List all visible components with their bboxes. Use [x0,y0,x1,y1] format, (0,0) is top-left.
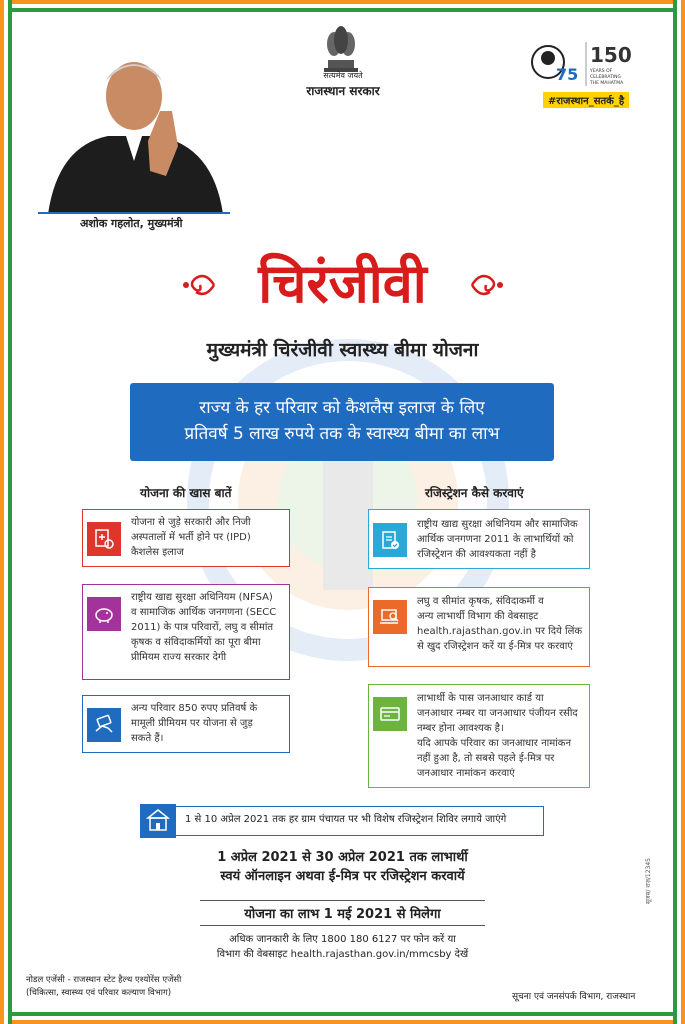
card-text-line: प्रीमियम राज्य सरकार देगी [131,652,227,663]
id-card-icon [373,697,407,731]
features-heading: योजना की खास बातें [140,486,232,500]
card-text-line: रजिस्ट्रेशन की आवश्यकता नहीं है [417,549,536,560]
benefit-start-date: योजना का लाभ 1 मई 2021 से मिलेगा [200,900,485,926]
info-line-1: अधिक जानकारी के लिए 1800 180 6127 पर फोन करें या [229,934,456,945]
building-icon [140,804,176,838]
camp-notice: 1 से 10 अप्रेल 2021 तक हर ग्राम पंचायत पर भी विशेष रजिस्ट्रेशन शिविर लगाये जाएंगे [142,806,544,836]
registration-dates [160,848,525,886]
scheme-subtitle: मुख्यमंत्री चिरंजीवी स्वास्थ्य बीमा योजना [206,339,479,361]
gandhi-150-logo [528,38,646,90]
card-text-line: जनआधार नम्बर या जनआधार पंजीयन रसीद [417,708,578,719]
card-text-line: कृषक व संविदाकर्मियों का पूरा बीमा [131,637,261,648]
card-text-line: मामूली प्रीमियम पर योजना से जुड़ [131,718,253,729]
benefit-banner [130,383,554,461]
card-text-line: health.rajasthan.gov.in पर दिये लिंक [417,626,583,637]
emblem-motto: सत्यमेव जयते [323,71,363,80]
hospital-bed-icon [87,522,121,556]
card-text-line: से खुद रजिस्ट्रेशन करें या ई-मित्र पर करवाएं [417,641,573,652]
feature-card-other-families [82,695,290,753]
side-code: सूजस/ राज़/12345 [645,858,652,905]
chief-minister-photo [38,36,230,214]
department-credit: सूचना एवं जनसंपर्क विभाग, राजस्थान [512,992,636,1002]
svg-text:75: 75 [556,65,579,84]
registration-card-online [368,587,590,667]
laptop-search-icon [373,600,407,634]
dates-line-1: 1 अप्रेल 2021 से 30 अप्रेल 2021 तक लाभार्थी [217,850,468,865]
nodal-line-2: (चिकित्सा, स्वास्थ्य एवं परिवार कल्याण विभाग) [26,988,172,998]
card-text-line: राष्ट्रीय खाद्य सुरक्षा अधिनियम (NFSA) [131,592,273,603]
card-text-line: कैशलेस इलाज [131,547,184,558]
svg-text:150: 150 [590,43,632,67]
scheme-title: चिरंजीवी [258,251,427,315]
card-text-line: नम्बर होना आवश्यक है। [417,723,504,734]
banner-line-2: प्रतिवर्ष 5 लाख रुपये तक के स्वास्थ्य बीमा का लाभ [184,424,500,444]
contact-info [180,932,505,962]
card-text-line: अस्पतालों में भर्ती होने पर (IPD) [131,532,251,543]
card-text-line: लाभार्थी के पास जनआधार कार्ड या [417,693,544,704]
feature-card-premium [82,584,290,680]
card-hand-icon [87,708,121,742]
registration-card-janaadhar [368,684,590,788]
government-name: राजस्थान सरकार [306,84,380,98]
registration-heading: रजिस्ट्रेशन कैसे करवाएं [425,486,524,500]
card-text-line: योजना से जुड़े सरकारी और निजी [131,517,251,528]
svg-text:CELEBRATING: CELEBRATING [590,75,622,80]
card-text-line: 2011) के पात्र परिवारों, लघु व सीमांत [131,622,274,633]
card-text-line: अन्य लाभार्थी विभाग की वेबसाइट [417,611,539,622]
svg-text:YEARS OF: YEARS OF [590,69,613,74]
card-text-line: अन्य परिवार 850 रुपए प्रतिवर्ष के [131,703,258,714]
clipboard-check-icon [373,523,407,557]
banner-line-1: राज्य के हर परिवार को कैशलैस इलाज के लिए [199,398,485,418]
card-text-line: जनआधार नामांकन करवाएं [417,768,515,779]
nodal-line-1: नोडल एजेंसी - राजस्थान स्टेट हैल्थ एश्योरेंस एजेंसी [26,975,182,985]
feature-card-cashless [82,509,290,567]
card-text-line: व सामाजिक आर्थिक जनगणना (SECC [131,607,277,618]
card-text-line: आर्थिक जनगणना 2011 के लाभार्थियों को [417,534,574,545]
registration-card-not-required [368,509,590,569]
cm-caption: अशोक गहलोत, मुख्यमंत्री [80,217,183,230]
nodal-agency [26,974,181,1000]
dates-line-2: स्वयं ऑनलाइन अथवा ई-मित्र पर रजिस्ट्रेशन करवायें [220,869,465,884]
hashtag-badge: #राजस्थान_सतर्क_है [543,92,629,108]
card-text-line: सकते हैं। [131,733,164,744]
card-text-line: लघु व सीमांत कृषक, संविदाकर्मी व [417,596,544,607]
info-line-2: विभाग की वेबसाइट health.rajasthan.gov.in/mmcsby देखें [216,949,469,960]
card-text-line: नहीं हुआ है, तो सबसे पहले ई-मित्र पर [417,753,555,764]
card-text-line: यदि आपके परिवार का जनआधार नामांकन [417,738,572,749]
svg-text:THE MAHATMA: THE MAHATMA [590,81,624,86]
card-text-line: राष्ट्रीय खाद्य सुरक्षा अधिनियम और सामाजिक [417,519,578,530]
right-ornament-icon [470,268,508,302]
piggy-bank-icon [87,597,121,631]
